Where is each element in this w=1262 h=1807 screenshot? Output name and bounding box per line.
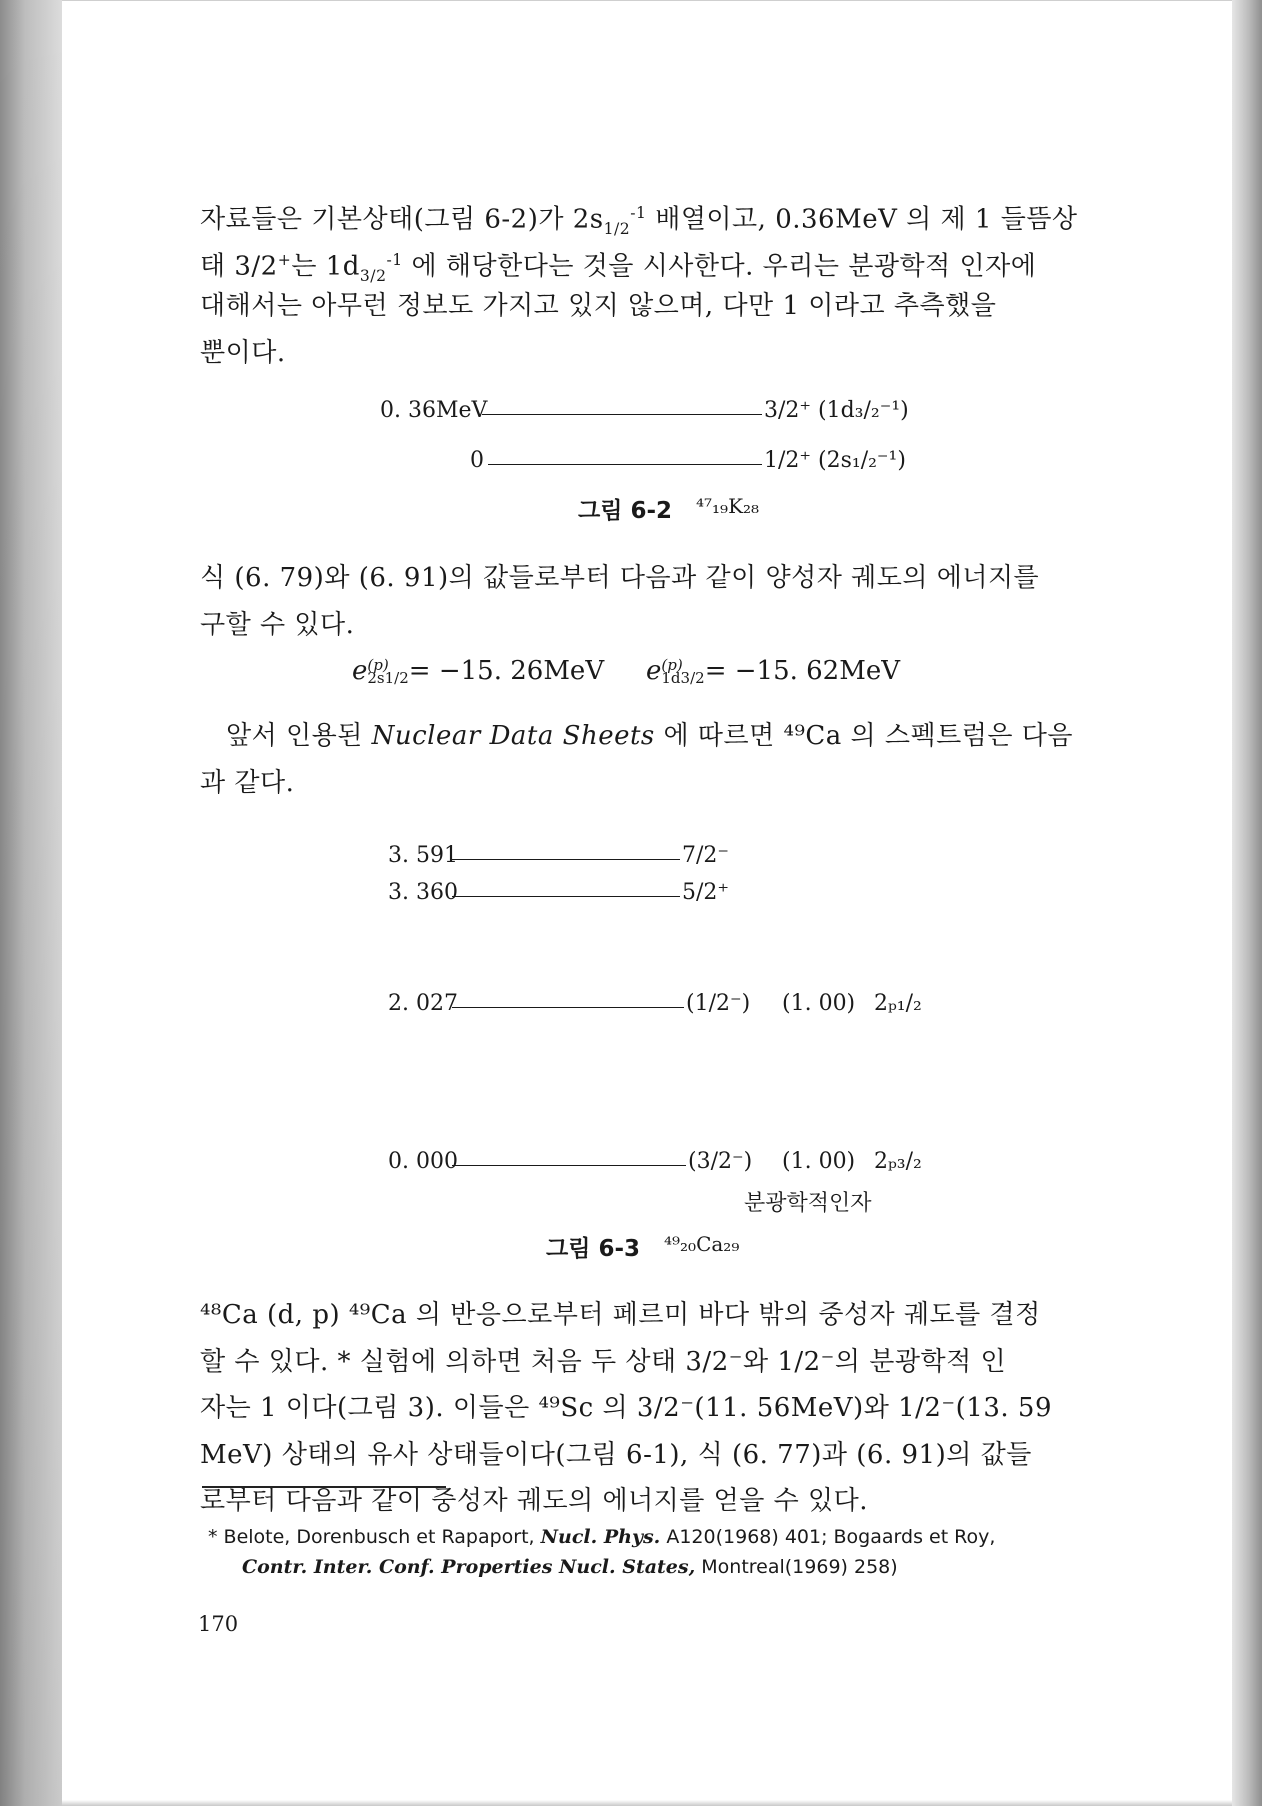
fig63-spectroscopic-factor: (1. 00) (782, 1149, 856, 1174)
equation-1d3-2 (646, 656, 900, 686)
fig63-sf-label: 분광학적인자 (744, 1191, 872, 1216)
fig63-level-energy: 3. 591 (388, 843, 458, 868)
fig63-level-spin: (1/2⁻) (686, 991, 751, 1016)
paragraph-4-line: ⁴⁸Ca (d, p) ⁴⁹Ca 의 반응으로부터 페르미 바다 밖의 중성자 궤도를 결정 (200, 1300, 1041, 1330)
fig63-orbit: 2ₚ₁/₂ (874, 991, 922, 1016)
fig62-level-line (488, 464, 762, 465)
fig63-level-spin: 5/2⁺ (682, 880, 730, 905)
book-bottom-edge (62, 1800, 1232, 1806)
fig62-level-energy: 0. 36MeV (380, 398, 488, 423)
fig63-nuclide: ⁴⁹₂₀Ca₂₉ (664, 1232, 740, 1256)
paragraph-1-line: 대해서는 아무런 정보도 가지고 있지 않으며, 다만 1 이라고 추측했을 (200, 291, 997, 321)
equation-value: = −15. 26MeV (408, 656, 605, 686)
paragraph-4 (200, 1292, 1080, 1525)
equation-superscript: (p) (661, 655, 683, 674)
paragraph-4-line: 자는 1 이다(그림 3). 이들은 ⁴⁹Sc 의 3/2⁻(11. 56MeV)와 1/2⁻(13. 59 (200, 1393, 1052, 1423)
book-left-shade (0, 0, 62, 1806)
fig62-caption: 그림 6-2 (578, 498, 672, 524)
book-right-edge (1232, 0, 1262, 1806)
fig63-level-line (452, 896, 680, 897)
footnote-text: * Belote, Dorenbusch et Rapaport, (208, 1526, 541, 1548)
equation-2s1-2 (352, 656, 604, 686)
fig62-level-line (482, 414, 762, 415)
fig62-nuclide: ⁴⁷₁₉K₂₈ (696, 494, 760, 518)
paragraph-1 (200, 190, 1080, 376)
paragraph-1-line: 태 3/2+는 $1d_{3/2}^{-1}$ 에 해당한다는 것을 시사한다. 우리는 분광학적 인자에 (200, 250, 1037, 285)
fig62-level-spin: 3/2⁺ (1d₃/₂⁻¹) (764, 398, 909, 423)
paragraph-2 (200, 555, 1080, 648)
equation-subscript: 2s1/2 (367, 669, 409, 687)
fig63-level-spin: 7/2⁻ (682, 843, 730, 868)
paragraph-3-text: 앞서 인용된 (226, 721, 372, 751)
equation-value: = −15. 62MeV (704, 656, 901, 686)
paragraph-1-line: 자료들은 기본상태(그림 6-2)가 $2s_{1/2}^{-1}$ 배열이고, 0.36MeV 의 제 1 들뜸상 (200, 204, 1078, 238)
fig63-level-energy: 3. 360 (388, 880, 458, 905)
footnote-rule (202, 1486, 446, 1488)
paragraph-4-line: 할 수 있다. * 실험에 의하면 처음 두 상태 3/2⁻와 1/2⁻의 분광학적 인 (200, 1346, 1007, 1377)
paragraph-4-line: MeV) 상태의 유사 상태들이다(그림 6-1), 식 (6. 77)과 (6. 91)의 값들 (200, 1439, 1032, 1470)
fig63-level-spin: (3/2⁻) (688, 1149, 753, 1174)
footnote-proceedings: Contr. Inter. Conf. Properties Nucl. States, (242, 1556, 696, 1578)
paragraph-1-line: 뿐이다. (200, 337, 286, 368)
fig63-spectroscopic-factor: (1. 00) (782, 991, 856, 1016)
fig62-level-spin: 1/2⁺ (2s₁/₂⁻¹) (764, 448, 906, 473)
footnote-text: Montreal(1969) 258) (695, 1556, 898, 1578)
paragraph-3 (200, 713, 1080, 806)
footnote-line-1 (208, 1526, 995, 1548)
fig63-level-energy: 2. 027 (388, 991, 458, 1016)
equation-subscript: 1d3/2 (661, 669, 705, 687)
paragraph-3-line: 과 같다. (200, 767, 295, 798)
fig63-level-line (452, 1007, 684, 1008)
paragraph-2-line: 구할 수 있다. (200, 609, 355, 640)
footnote-text: A120(1968) 401; Bogaards et Roy, (660, 1526, 996, 1548)
paragraph-3-citation: Nuclear Data Sheets (371, 721, 655, 751)
paragraph-3-line (200, 713, 1080, 760)
fig63-level-line (452, 859, 680, 860)
fig62-level-energy: 0 (470, 448, 484, 473)
paragraph-3-text: 에 따르면 ⁴⁹Ca 의 스펙트럼은 다음 (654, 721, 1073, 751)
footnote-journal: Nucl. Phys. (540, 1526, 661, 1548)
footnote-line-2 (242, 1556, 898, 1578)
paragraph-2-line: 식 (6. 79)와 (6. 91)의 값들로부터 다음과 같이 양성자 궤도의 에너지를 (200, 563, 1040, 593)
equation-symbol: e (352, 656, 368, 686)
equation-superscript: (p) (367, 655, 389, 674)
fig63-level-line (452, 1165, 686, 1166)
equation-symbol: e (646, 656, 662, 686)
paragraph-4-line: 로부터 다음과 같이 중성자 궤도의 에너지를 얻을 수 있다. (200, 1486, 869, 1516)
fig63-caption: 그림 6-3 (546, 1236, 640, 1262)
fig63-orbit: 2ₚ₃/₂ (874, 1149, 922, 1174)
fig63-level-energy: 0. 000 (388, 1149, 458, 1174)
page-number: 170 (198, 1612, 239, 1636)
